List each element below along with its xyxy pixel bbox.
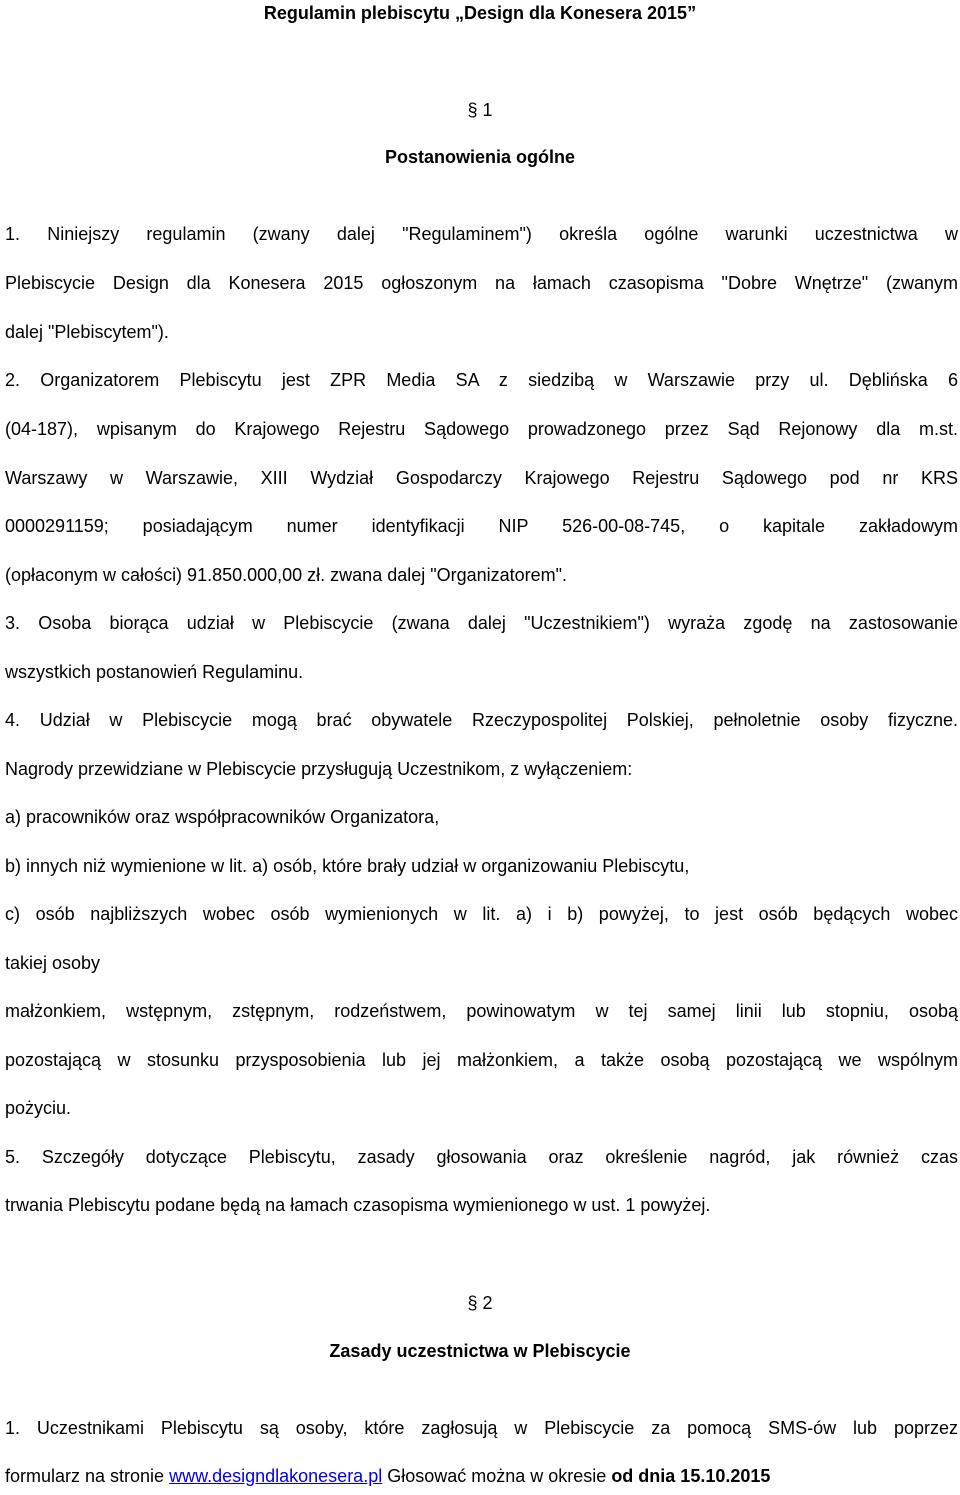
paragraph-line [5,1465,958,1487]
paragraph-line: 1. Uczestnikami Plebiscytu są osoby, które zagłosują w Plebiscycie za pomocą SMS-ów lub poprzez [5,1418,958,1438]
list-item: b) innych niż wymienione w lit. a) osób, które brały udział w organizowaniu Plebiscytu, [5,856,690,876]
section-2-heading: Zasady uczestnictwa w Plebiscycie [329,1341,631,1361]
paragraph-line: takiej osoby [5,953,101,973]
paragraph-line: 2. Organizatorem Plebiscytu jest ZPR Media SA z siedzibą w Warszawie przy ul. Dęblińska 6 [5,370,958,390]
section-2-number: § 2 [467,1293,493,1313]
paragraph-line: 3. Osoba biorąca udział w Plebiscycie (zwana dalej "Uczestnikiem") wyraża zgodę na zastosowanie [5,613,958,633]
paragraph-line: (opłaconym w całości) 91.850.000,00 zł. zwana dalej "Organizatorem". [5,565,568,585]
paragraph-line: Nagrody przewidziane w Plebiscycie przysługują Uczestnikom, z wyłączeniem: [5,759,633,779]
section-1-number: § 1 [467,100,493,120]
voting-start-date: od dnia 15.10.2015 [611,1466,771,1486]
document-title: Regulamin plebiscytu „Design dla Konesera 2015” [263,3,697,23]
paragraph-line: Plebiscycie Design dla Konesera 2015 ogłoszonym na łamach czasopisma "Dobre Wnętrze" (zwanym [5,273,958,293]
list-item: c) osób najbliższych wobec osób wymienionych w lit. a) i b) powyżej, to jest osób będących wobec [5,904,958,924]
list-item: a) pracowników oraz współpracowników Organizatora, [5,807,440,827]
paragraph-line: 4. Udział w Plebiscycie mogą brać obywatele Rzeczypospolitej Polskiej, pełnoletnie osoby fizyczne. [5,710,958,730]
paragraph-line: dalej "Plebiscytem"). [5,322,169,342]
paragraph-line: 0000291159; posiadającym numer identyfikacji NIP 526-00-08-745, o kapitale zakładowym [5,516,958,536]
paragraph-line: pożyciu. [5,1098,72,1118]
line-prefix-text: formularz na stronie [5,1466,170,1486]
website-link[interactable]: www.designdlakonesera.pl [169,1466,383,1486]
paragraph-line: małżonkiem, wstępnym, zstępnym, rodzeństwem, powinowatym w tej samej linii lub stopniu, osobą [5,1001,958,1021]
paragraph-line: Warszawy w Warszawie, XIII Wydział Gospodarczy Krajowego Rejestru Sądowego pod nr KRS [5,468,958,488]
paragraph-line: 5. Szczegóły dotyczące Plebiscytu, zasady głosowania oraz określenie nagród, jak również czas [5,1147,958,1167]
paragraph-line: trwania Plebiscytu podane będą na łamach czasopisma wymienionego w ust. 1 powyżej. [5,1195,711,1215]
paragraph-line: wszystkich postanowień Regulaminu. [5,662,304,682]
paragraph-line: (04-187), wpisanym do Krajowego Rejestru Sądowego prowadzonego przez Sąd Rejonowy dla m.st. [5,419,958,439]
section-1-heading: Postanowienia ogólne [384,147,576,167]
line-middle-text: Głosować można w okresie [382,1466,612,1486]
paragraph-line: pozostającą w stosunku przysposobienia lub jej małżonkiem, a także osobą pozostającą we wspólnym [5,1050,958,1070]
paragraph-line: 1. Niniejszy regulamin (zwany dalej "Regulaminem") określa ogólne warunki uczestnictwa w [5,224,958,244]
